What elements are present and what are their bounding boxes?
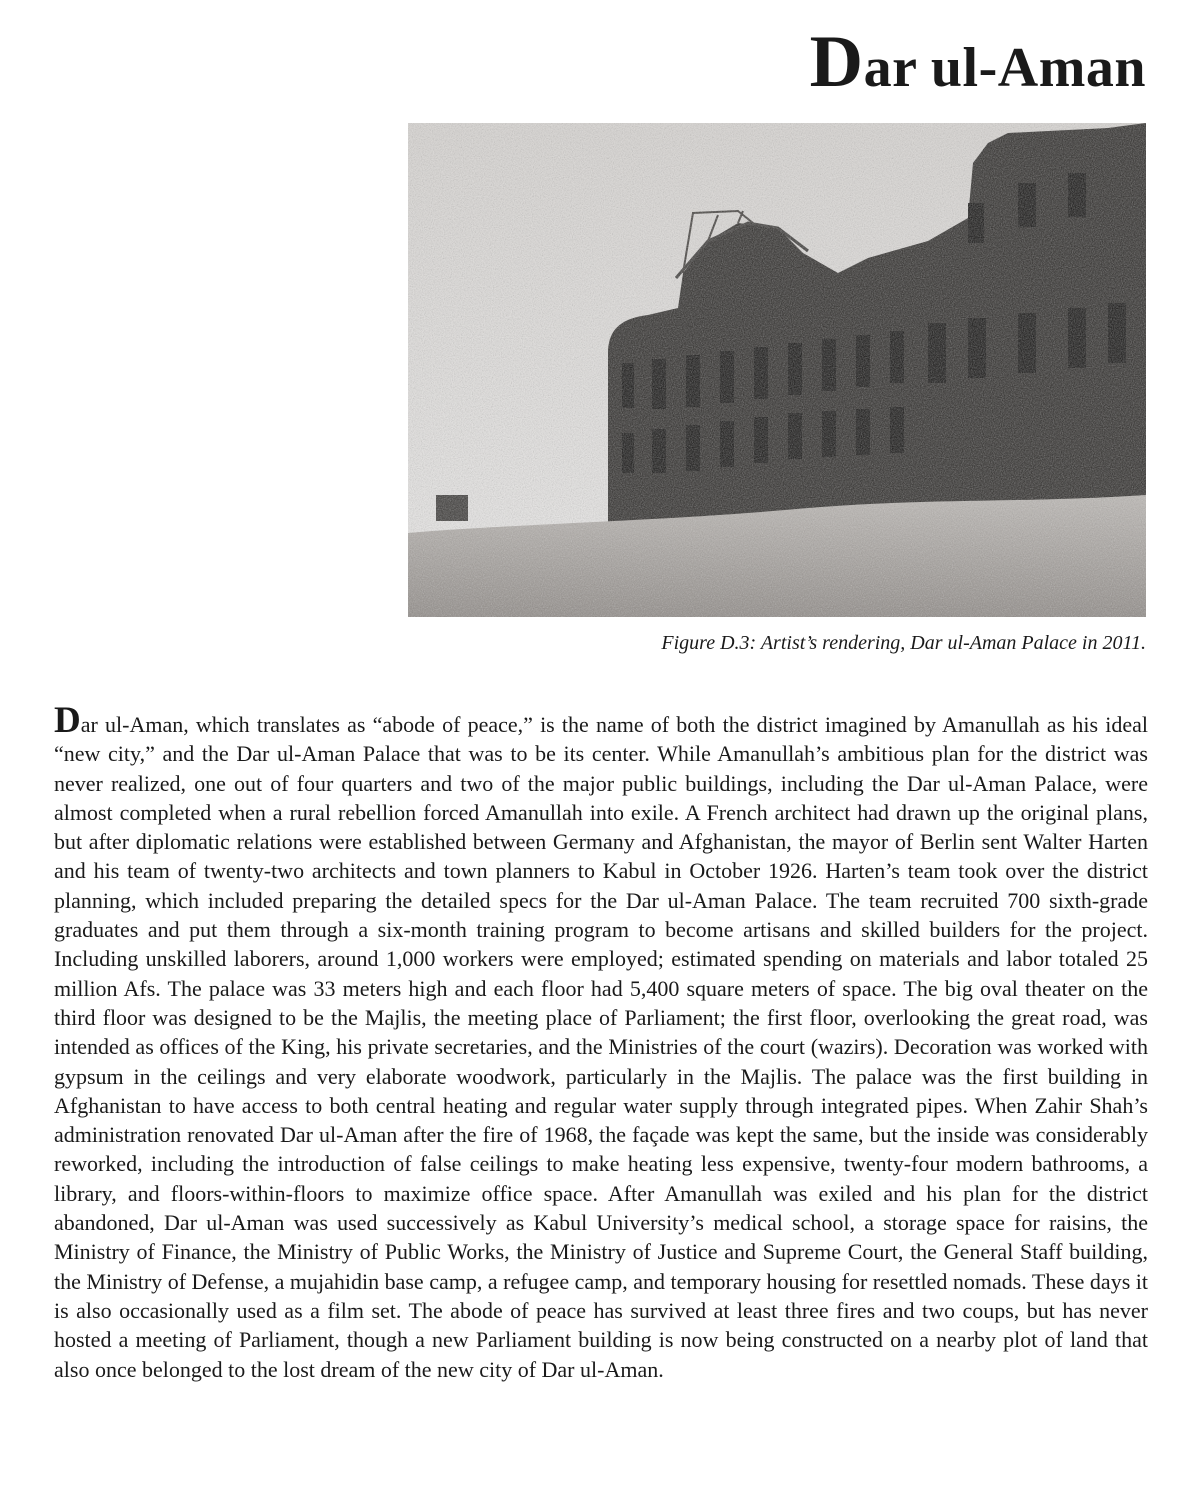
article-body: [54, 702, 1148, 1384]
palace-image: [408, 123, 1146, 617]
title-initial: D: [809, 21, 864, 103]
drop-cap: D: [54, 700, 81, 741]
page-title: [810, 22, 1146, 103]
title-rest: ar ul-Aman: [863, 37, 1146, 99]
article-text: ar ul-Aman, which translates as “abode of peace,” is the name of both the district imagined by Amanullah as his ideal “new city,” and the Dar ul-Aman Palace that was to be its center. While Amanullah’s ambitious plan for the district was never realized, one out of four quarters and two of the major public buildings, including the Dar ul-Aman Palace, were almost completed when a rural rebellion forced Amanullah into exile. A French architect had drawn up the original plans, but after diplomatic relations were established between Germany and Afghanistan, the mayor of Berlin sent Walter Harten and his team of twenty-two architects and town planners to Kabul in October 1926. Harten’s team took over the district planning, which included preparing the detailed specs for the Dar ul-Aman Palace. The team recruited 700 sixth-grade graduates and put them through a six-month training program to become artisans and skilled builders for the project. Including unskilled laborers, around 1,000 workers were employed; estimated spending on materials and labor totaled 25 million Afs. The palace was 33 meters high and each floor had 5,400 square meters of space. The big oval theater on the third floor was designed to be the Majlis, the meeting place of Parliament; the first floor, overlooking the great road, was intended as offices of the King, his private secretaries, and the Ministries of the court (wazirs). Decoration was worked with gypsum in the ceilings and very elaborate woodwork, particularly in the Majlis. The palace was the first building in Afghanistan to have access to both central heating and regular water supply through integrated pipes. When Zahir Shah’s administration renovated Dar ul-Aman after the fire of 1968, the façade was kept the same, but the inside was considerably reworked, including the introduction of false ceilings to make heating less expensive, twenty-four modern bathrooms, a library, and floors-within-floors to maximize office space. After Amanullah was exiled and his plan for the district abandoned, Dar ul-Aman was used successively as Kabul University’s medical school, a storage space for raisins, the Ministry of Finance, the Ministry of Public Works, the Ministry of Justice and Supreme Court, the General Staff building, the Ministry of Defense, a mujahidin base camp, a refugee camp, and temporary housing for resettled nomads. These days it is also occasionally used as a film set. The abode of peace has survived at least three fires and two coups, but has never hosted a meeting of Parliament, though a new Parliament building is now being constructed on a nearby plot of land that also once belonged to the lost dream of the new city of Dar ul-Aman.: [54, 712, 1148, 1382]
figure-caption: Figure D.3: Artist’s rendering, Dar ul-Aman Palace in 2011.: [661, 632, 1146, 654]
